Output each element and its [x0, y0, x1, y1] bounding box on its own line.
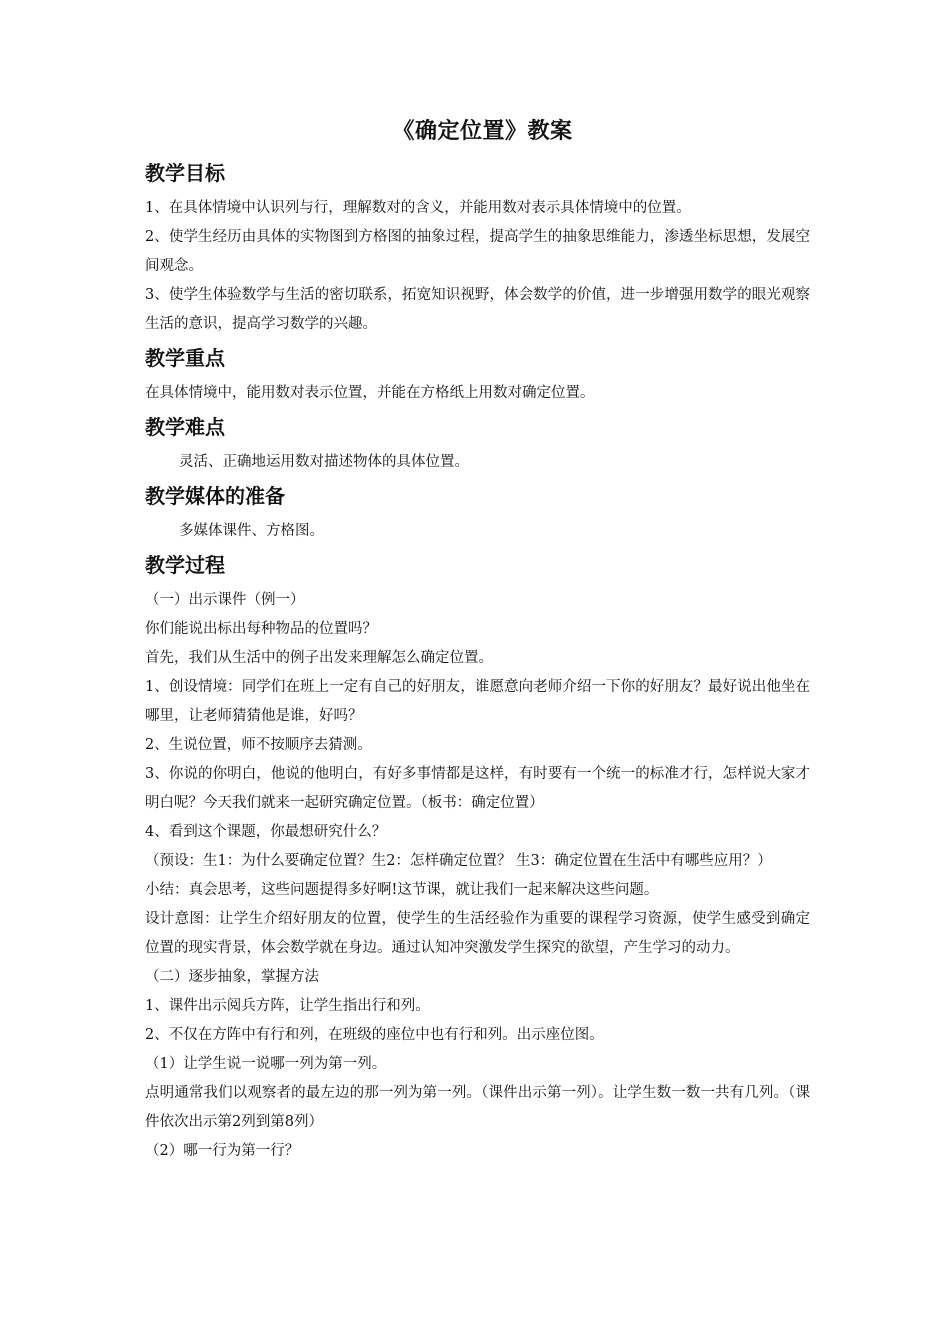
- process-paragraph: （二）逐步抽象，掌握方法: [145, 969, 319, 985]
- document-page: [145, 112, 810, 1166]
- objectives-heading: 教学目标: [145, 161, 225, 185]
- media-text: 多媒体课件、方格图。: [179, 523, 324, 539]
- process-heading: 教学过程: [145, 553, 225, 577]
- process-paragraph: （预设：生1：为什么要确定位置？生2：怎样确定位置？ 生3：确定位置在生活中有哪些应用？）: [145, 853, 772, 869]
- difficulties-heading: 教学难点: [145, 415, 225, 439]
- media-heading: 教学媒体的准备: [145, 484, 285, 508]
- process-paragraph: 4、看到这个课题，你最想研究什么？: [145, 824, 387, 840]
- process-paragraph: 1、创设情境：同学们在班上一定有自己的好朋友，谁愿意向老师介绍一下你的好朋友？最好说出他坐在哪里，让老师猜猜他是谁，好吗？: [145, 679, 810, 724]
- key-points-heading: 教学重点: [145, 346, 225, 370]
- process-paragraph: （2）哪一行为第一行？: [145, 1143, 300, 1159]
- process-paragraph: 小结：真会思考，这些问题提得多好啊!这节课，就让我们一起来解决这些问题。: [145, 882, 659, 898]
- process-paragraph: （一）出示课件（例一）: [145, 592, 305, 608]
- objective-item-1: 1、在具体情境中认识列与行，理解数对的含义，并能用数对表示具体情境中的位置。: [145, 200, 691, 216]
- process-paragraph: 2、生说位置，师不按顺序去猜测。: [145, 737, 372, 753]
- process-paragraph: 点明通常我们以观察者的最左边的那一列为第一列。（课件出示第一列）。让学生数一数一共有几列。（课件依次出示第2列到第8列）: [145, 1085, 810, 1130]
- key-points-text: 在具体情境中，能用数对表示位置，并能在方格纸上用数对确定位置。: [145, 385, 595, 401]
- process-paragraph: 首先，我们从生活中的例子出发来理解怎么确定位置。: [145, 650, 493, 666]
- process-paragraph: 3、你说的你明白，他说的他明白，有好多事情都是这样，有时要有一个统一的标准才行，怎样说大家才明白呢？今天我们就来一起研究确定位置。（板书：确定位置）: [145, 766, 810, 811]
- objective-item-2: 2、使学生经历由具体的实物图到方格图的抽象过程，提高学生的抽象思维能力，渗透坐标思想，发展空间观念。: [145, 229, 810, 274]
- process-paragraph: 1、课件出示阅兵方阵，让学生指出行和列。: [145, 998, 430, 1014]
- process-paragraph: 设计意图：让学生介绍好朋友的位置，使学生的生活经验作为重要的课程学习资源，使学生感受到确定位置的现实背景，体会数学就在身边。通过认知冲突激发学生探究的欲望，产生学习的动力。: [145, 911, 810, 956]
- document-title: 《确定位置》教案: [392, 119, 573, 144]
- process-paragraph: 2、不仅在方阵中有行和列，在班级的座位中也有行和列。出示座位图。: [145, 1027, 604, 1043]
- difficulties-text: 灵活、正确地运用数对描述物体的具体位置。: [179, 454, 469, 470]
- process-paragraph: （1）让学生说一说哪一列为第一列。: [145, 1056, 387, 1072]
- process-paragraph: 你们能说出标出每种物品的位置吗？: [145, 621, 377, 637]
- objective-item-3: 3、使学生体验数学与生活的密切联系，拓宽知识视野，体会数学的价值，进一步增强用数学的眼光观察生活的意识，提高学习数学的兴趣。: [145, 287, 810, 332]
